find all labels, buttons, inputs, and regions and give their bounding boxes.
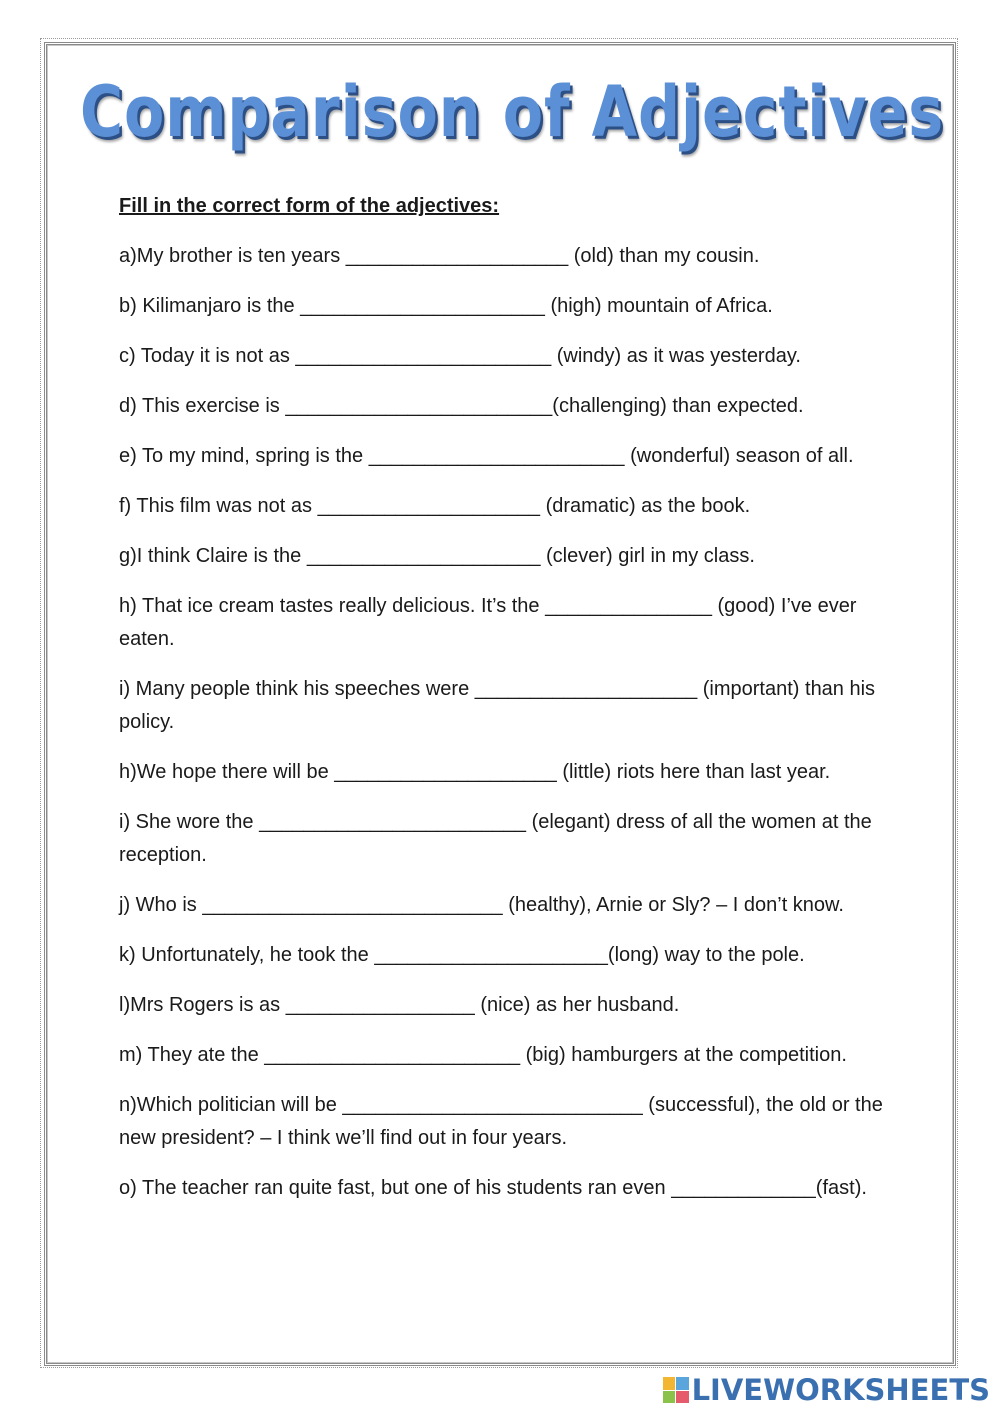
exercise-item-d: d) This exercise is ________________________(challenging) than expected. [119,395,804,417]
exercise-item-o: o) The teacher ran quite fast, but one of his students ran even _____________(fast). [119,1177,867,1199]
liveworksheets-logo-icon [663,1377,689,1403]
exercise-item-i2: i) She wore the ________________________ (elegant) dress of all the women at the reception. [119,811,872,866]
exercise-item-e: e) To my mind, spring is the _______________________ (wonderful) season of all. [119,445,854,467]
exercise-item-a: a)My brother is ten years ____________________ (old) than my cousin. [119,245,760,267]
exercise-item-h: h) That ice cream tastes really delicious. It’s the _______________ (good) I’ve ever eaten. [119,595,857,650]
exercise-item-k: k) Unfortunately, he took the _____________________(long) way to the pole. [119,944,805,966]
worksheet-content [119,190,889,1222]
exercise-item-i: i) Many people think his speeches were ____________________ (important) than his policy. [119,678,876,733]
instruction-text: Fill in the correct form of the adjectives: [119,195,500,217]
liveworksheets-logo-text: LIVEWORKSHEETS [691,1373,990,1407]
liveworksheets-logo [663,1373,990,1407]
exercise-item-n: n)Which politician will be ___________________________ (successful), the old or the new president? – I think we’ll find out in four years. [119,1094,883,1149]
exercise-item-l: l)Mrs Rogers is as _________________ (nice) as her husband. [119,994,680,1016]
exercise-item-f: f) This film was not as ____________________ (dramatic) as the book. [119,495,751,517]
exercise-item-b: b) Kilimanjaro is the ______________________ (high) mountain of Africa. [119,295,773,317]
exercise-item-c: c) Today it is not as _______________________ (windy) as it was yesterday. [119,345,801,367]
exercise-item-m: m) They ate the _______________________ (big) hamburgers at the competition. [119,1044,847,1066]
exercise-item-g: g)I think Claire is the _____________________ (clever) girl in my class. [119,545,755,567]
exercise-item-h2: h)We hope there will be ____________________ (little) riots here than last year. [119,761,831,783]
worksheet-title: Comparison of Adjectives [80,71,945,153]
exercise-item-j: j) Who is ___________________________ (healthy), Arnie or Sly? – I don’t know. [119,894,844,916]
